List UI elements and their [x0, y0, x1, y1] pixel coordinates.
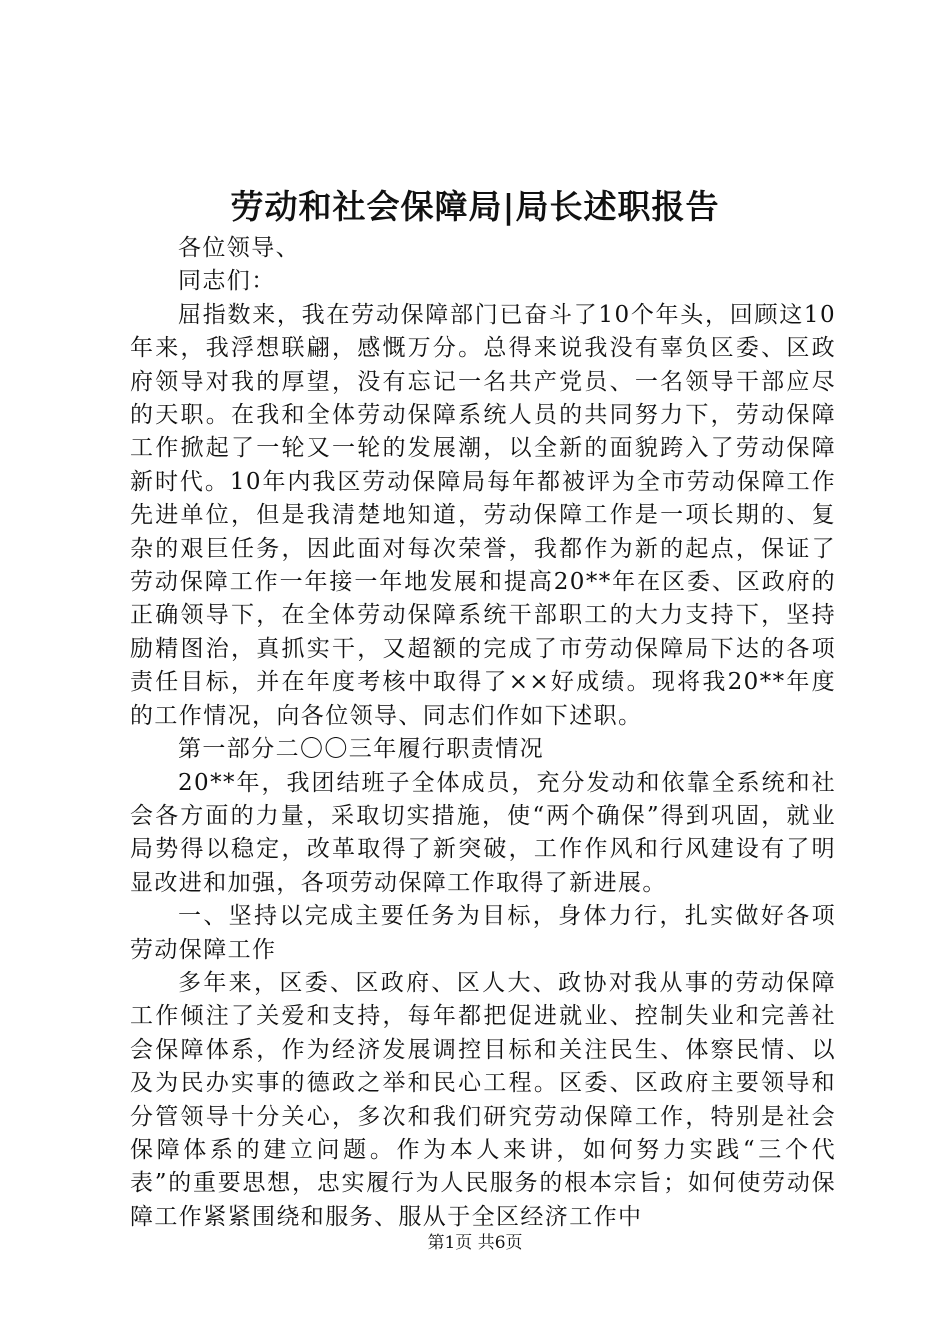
document-title: 劳动和社会保障局|局长述职报告 — [230, 187, 720, 226]
body-paragraph: 20**年，我团结班子全体成员，充分发动和依靠全系统和社会各方面的力量，采取切实措施，使“两个确保”得到巩固，就业局势得以稳定，改革取得了新突破，工作作风和行风建设有了明显改进和加强，各项劳动保障工作取得了新进展。 — [130, 769, 836, 896]
section-heading: 第一部分二〇〇三年履行职责情况 — [178, 736, 544, 763]
body-paragraph: 多年来，区委、区政府、区人大、政协对我从事的劳动保障工作倾注了关爱和支持，每年都把促进就业、控制失业和完善社会保障体系，作为经济发展调控目标和关注民生、体察民情、以及为民办实事的德政之举和民心工程。区委、区政府主要领导和分管领导十分关心，多次和我们研究劳动保障工作，特别是社会保障体系的建立问题。作为本人来讲，如何努力实践“三个代表”的重要思想，忠实履行为人民服务的根本宗旨；如何使劳动保障工作紧紧围绕和服务、服从于全区经济工作中 — [130, 969, 836, 1230]
salutation-line-1: 各位领导、 — [178, 235, 300, 261]
document-body — [130, 232, 836, 1234]
subsection-heading: 一、坚持以完成主要任务为目标，身体力行，扎实做好各项劳动保障工作 — [130, 903, 836, 963]
salutation-line-2: 同志们： — [178, 268, 276, 295]
page-number-footer: 第1页 共6页 — [427, 1233, 523, 1253]
body-paragraph: 屈指数来，我在劳动保障部门已奋斗了10个年头，回顾这10年来，我浮想联翩，感慨万分。总得来说我没有辜负区委、区政府领导对我的厚望，没有忘记一名共产党员、一名领导干部应尽的天职。在我和全体劳动保障系统人员的共同努力下，劳动保障工作掀起了一轮又一轮的发展潮，以全新的面貌跨入了劳动保障新时代。10年内我区劳动保障局每年都被评为全市劳动保障工作先进单位，但是我清楚地知道，劳动保障工作是一项长期的、复杂的艰巨任务，因此面对每次荣誉，我都作为新的起点，保证了劳动保障工作一年接一年地发展和提高20**年在区委、区政府的正确领导下，在全体劳动保障系统干部职工的大力支持下，坚持励精图治，真抓实干，又超额的完成了市劳动保障局下达的各项责任目标，并在年度考核中取得了××好成绩。现将我20**年度的工作情况，向各位领导、同志们作如下述职。 — [130, 301, 836, 729]
